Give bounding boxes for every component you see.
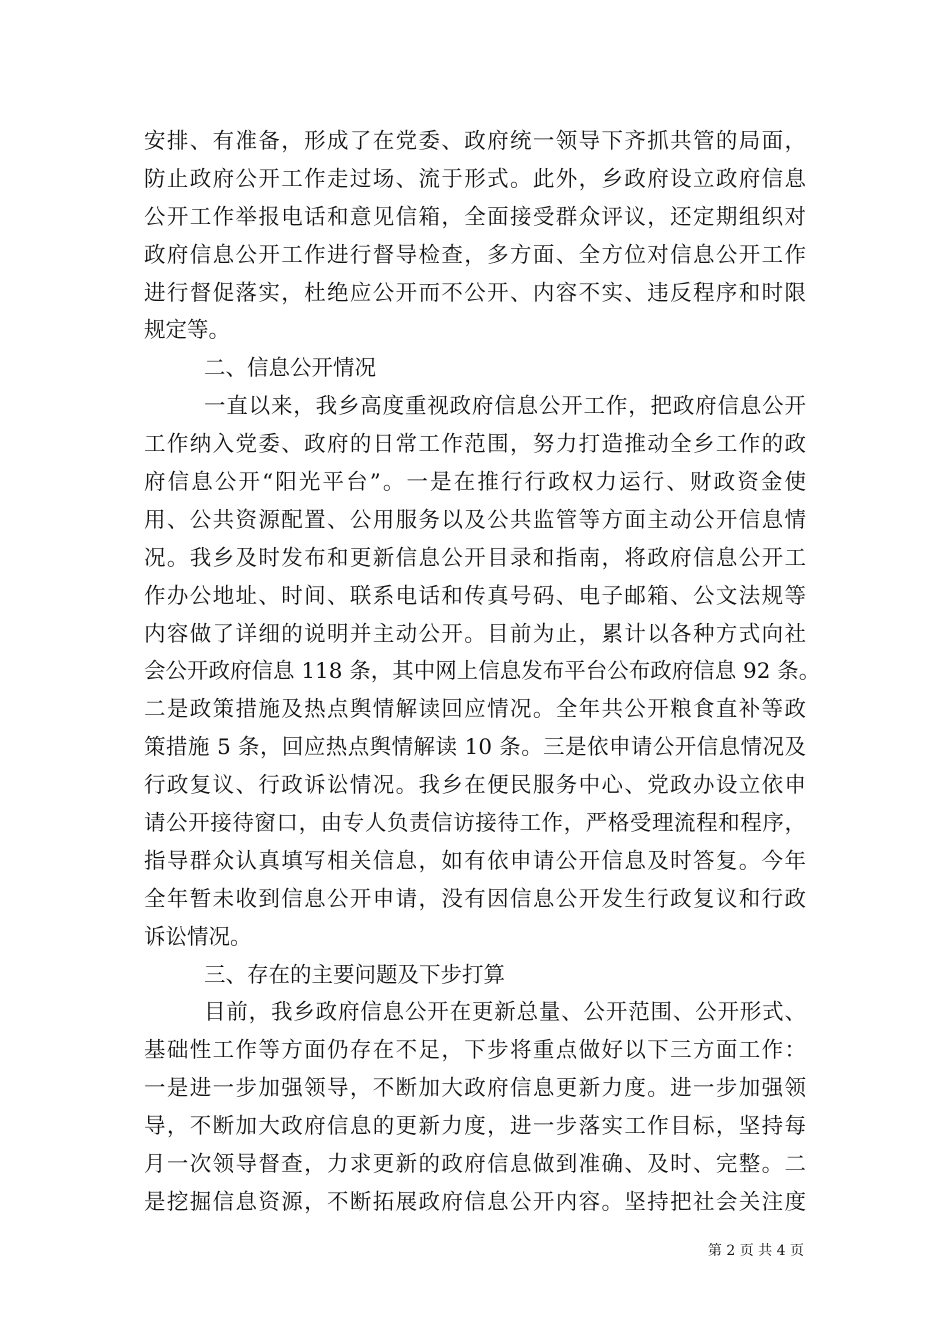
text-line: 一直以来，我乡高度重视政府信息公开工作，把政府信息公开	[204, 394, 806, 420]
text-line: 基础性工作等方面仍存在不足，下步将重点做好以下三方面工作：	[144, 1038, 806, 1064]
text-line: 规定等。	[144, 318, 231, 344]
text-line: 目前，我乡政府信息公开在更新总量、公开范围、公开形式、	[204, 1000, 806, 1026]
text-line: 防止政府公开工作走过场、流于形式。此外，乡政府设立政府信息	[144, 166, 806, 192]
text-line: 工作纳入党委、政府的日常工作范围，努力打造推动全乡工作的政	[144, 432, 806, 458]
text-line: 行政复议、行政诉讼情况。我乡在便民服务中心、党政办设立依申	[144, 773, 806, 799]
text-line: 会公开政府信息 118 条，其中网上信息发布平台公布政府信息 92 条。	[144, 659, 821, 685]
text-line: 一是进一步加强领导，不断加大政府信息更新力度。进一步加强领	[144, 1076, 806, 1102]
text-line: 安排、有准备，形成了在党委、政府统一领导下齐抓共管的局面，	[144, 129, 806, 154]
text-line: 导，不断加大政府信息的更新力度，进一步落实工作目标，坚持每	[144, 1114, 806, 1140]
text-line: 二是政策措施及热点舆情解读回应情况。全年共公开粮食直补等政	[144, 697, 806, 723]
text-line: 请公开接待窗口，由专人负责信访接待工作，严格受理流程和程序，	[144, 811, 806, 837]
section-heading: 三、存在的主要问题及下步打算	[204, 962, 506, 988]
document-body	[144, 123, 821, 1222]
text-line: 内容做了详细的说明并主动公开。目前为止，累计以各种方式向社	[144, 621, 806, 647]
text-line: 用、公共资源配置、公用服务以及公共监管等方面主动公开信息情	[144, 507, 806, 533]
text-line: 进行督促落实，杜绝应公开而不公开、内容不实、违反程序和时限	[144, 280, 806, 306]
page-number: 第 2 页 共 4 页	[707, 1243, 804, 1259]
text-line: 公开工作举报电话和意见信箱，全面接受群众评议，还定期组织对	[144, 204, 806, 230]
text-line: 府信息公开“阳光平台”。一是在推行行政权力运行、财政资金使	[144, 470, 806, 496]
text-line: 月一次领导督查，力求更新的政府信息做到准确、及时、完整。二	[144, 1152, 806, 1178]
text-line: 诉讼情况。	[144, 924, 252, 950]
section-heading: 二、信息公开情况	[204, 356, 377, 382]
text-line: 全年暂未收到信息公开申请，没有因信息公开发生行政复议和行政	[144, 886, 806, 912]
text-line: 政府信息公开工作进行督导检查，多方面、全方位对信息公开工作	[144, 242, 806, 268]
text-line: 是挖掘信息资源，不断拓展政府信息公开内容。坚持把社会关注度	[144, 1189, 806, 1215]
text-line: 况。我乡及时发布和更新信息公开目录和指南，将政府信息公开工	[144, 545, 806, 571]
text-line: 指导群众认真填写相关信息，如有依申请公开信息及时答复。今年	[144, 848, 806, 874]
text-line: 作办公地址、时间、联系电话和传真号码、电子邮箱、公文法规等	[144, 583, 806, 609]
text-line: 策措施 5 条，回应热点舆情解读 10 条。三是依申请公开信息情况及	[144, 735, 806, 761]
